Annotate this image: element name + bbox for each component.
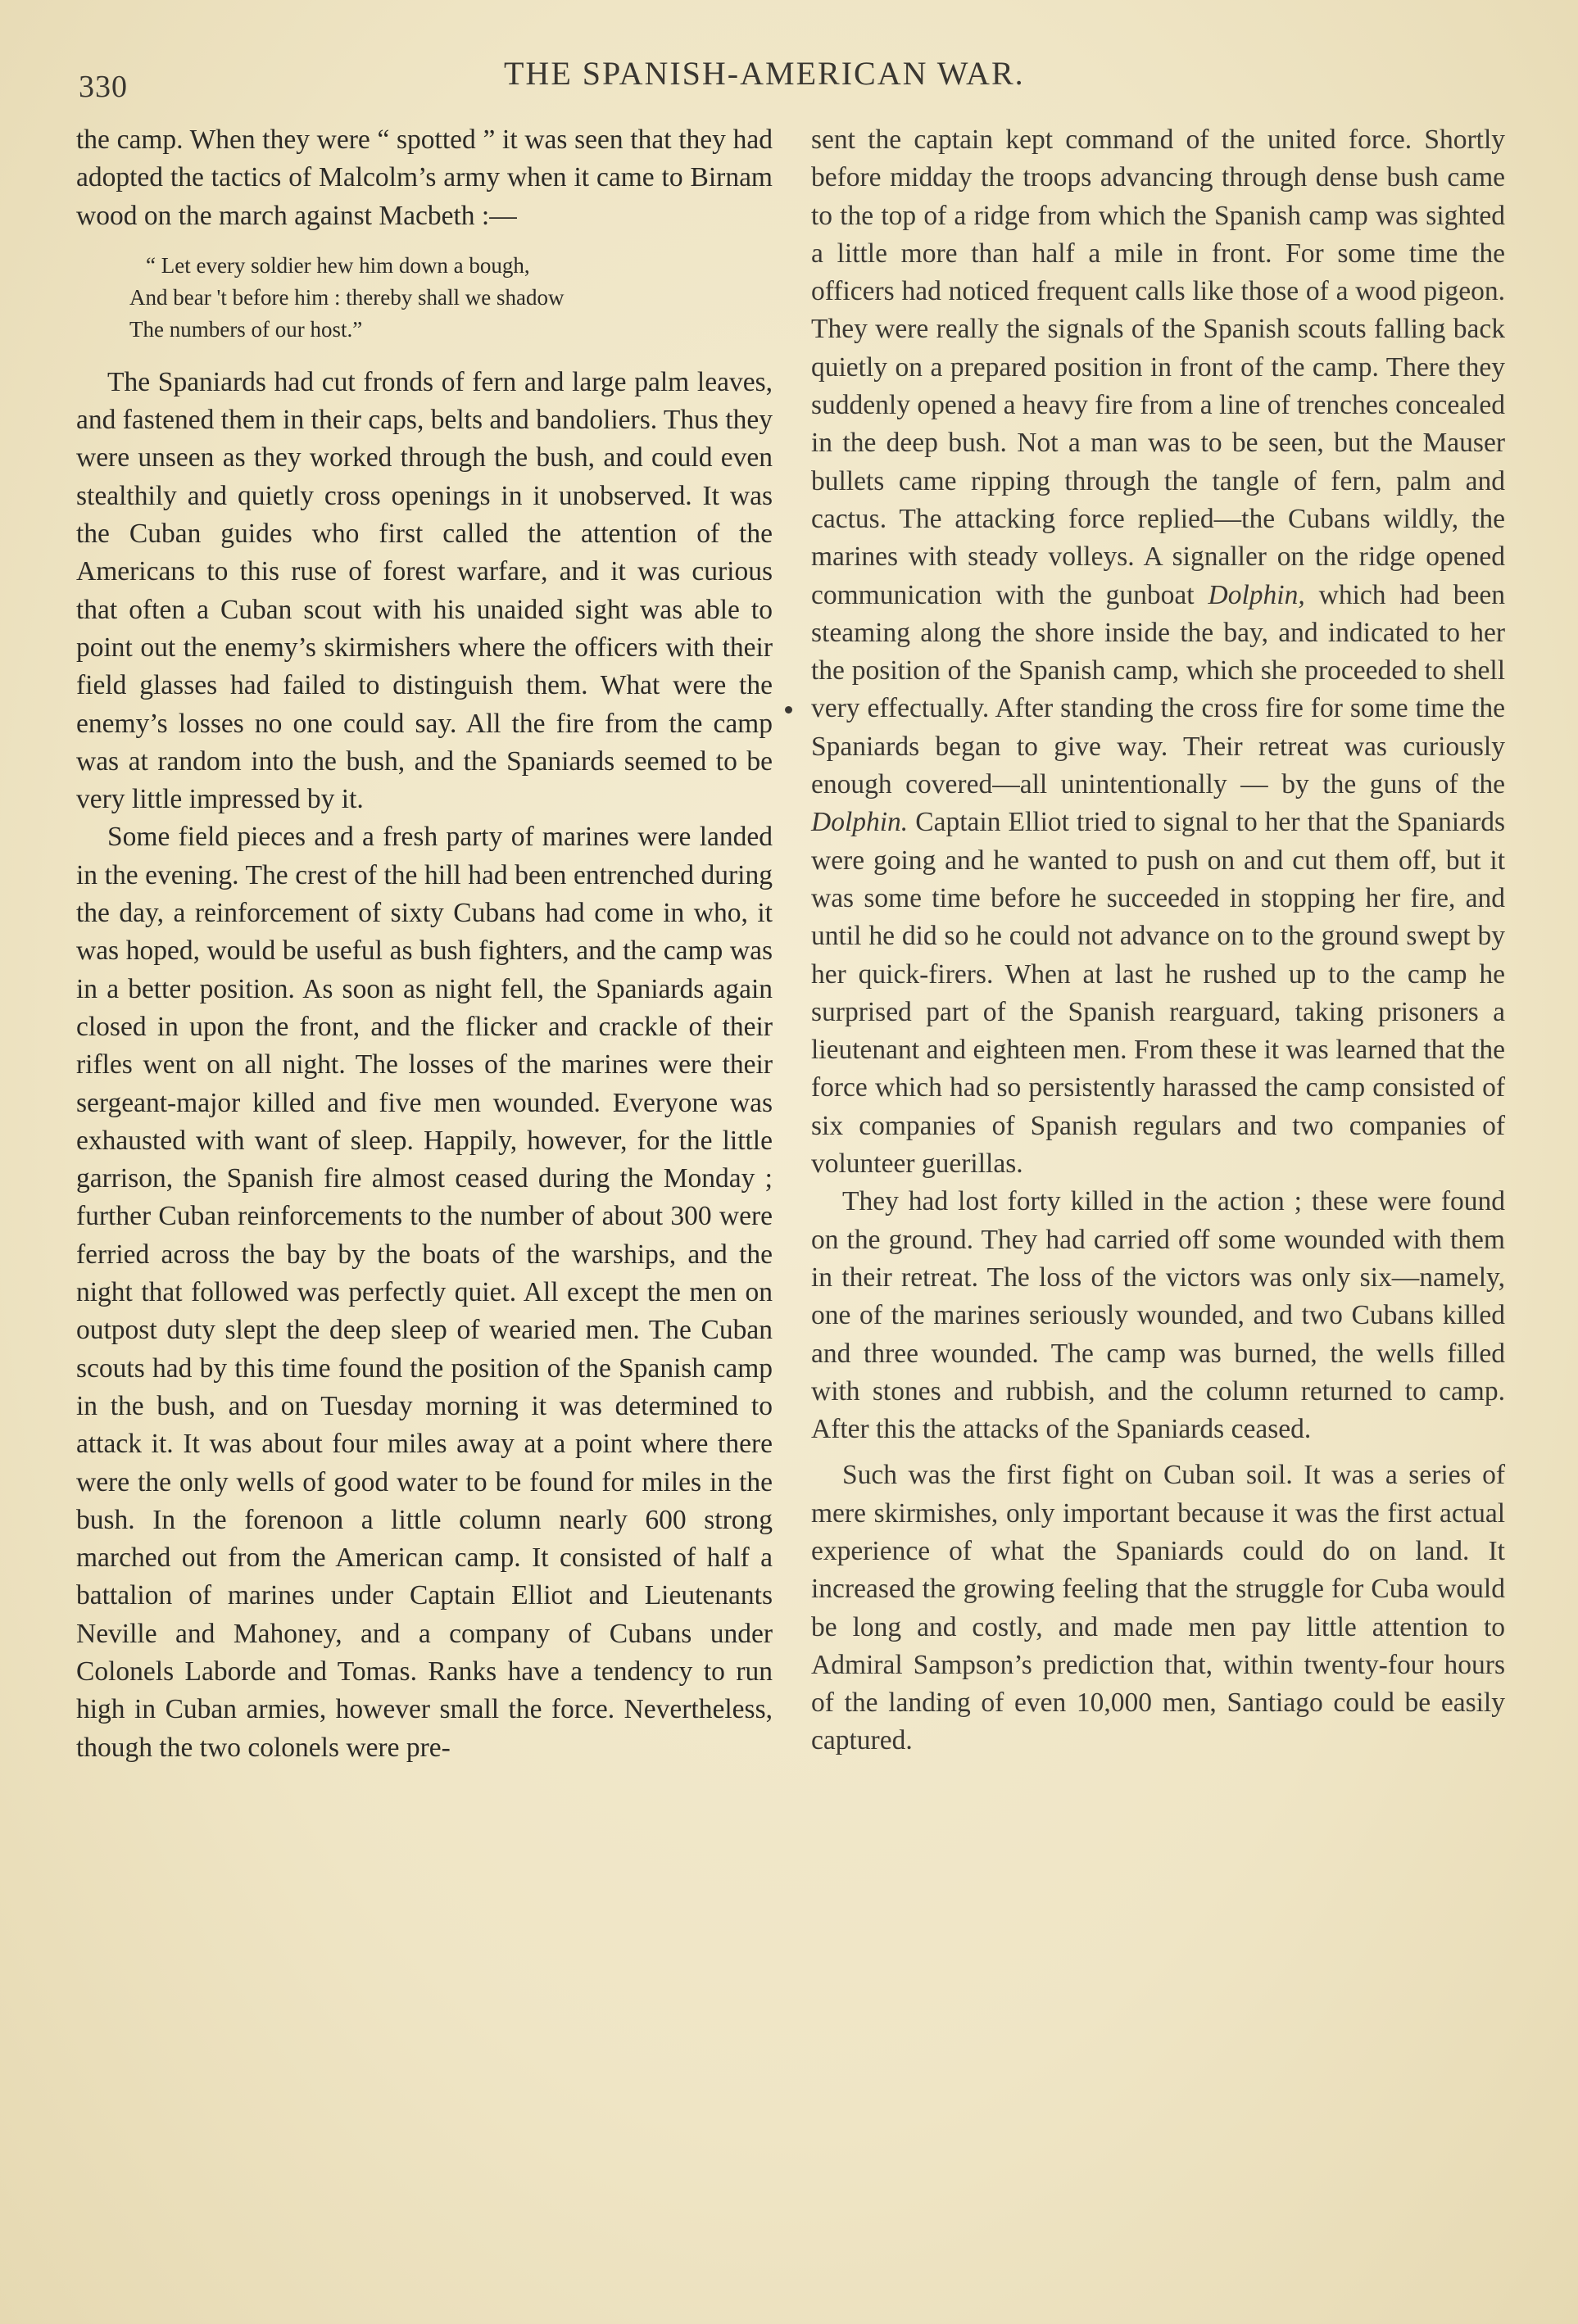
shakespeare-quote <box>76 250 773 346</box>
paragraph-gap <box>811 1448 1505 1456</box>
ship-name-dolphin-2: Dolphin. <box>811 807 909 838</box>
right-paragraph-2: They had lost forty killed in the action ; these were found on the ground. They had carried off some wounded with them in their retreat. The loss of the victors was only six—namely, one of the marines seriously wounded, and two Cubans killed and three wounded. The camp was burned, the wells filled with stones and rubbish, and the column returned to camp. After this the attacks of the Spaniards ceased. <box>811 1186 1505 1445</box>
margin-bullet-mark <box>785 706 792 714</box>
right-paragraph-1-part-a: sent the captain kept command of the united force. Shortly before midday the troops advancing through dense bush came to the top of a ridge from which the Spanish camp was sighted a little more than half a mile in front. For some time the officers had noticed frequent calls like those of a wood pigeon. They were really the signals of the Spanish scouts falling back quietly on a prepared position in front of the camp. There they suddenly opened a heavy fire from a line of trenches concealed in the deep bush. Not a man was to be seen, but the Mauser bullets came ripping through the tangle of fern, palm and cactus. The attacking force replied—the Cubans wildly, the marines with steady volleys. A signaller on the ridge opened communication with the gunboat <box>811 125 1505 610</box>
ship-name-dolphin: Dolphin, <box>1208 579 1305 610</box>
right-column <box>811 121 1505 1760</box>
running-title: THE SPANISH-AMERICAN WAR. <box>504 55 1025 92</box>
right-paragraph-1-part-b: which had been steaming along the shore inside the bay, and indicated to her the position of the Spanish camp, which she proceeded to shell very effectually. After standing the cross fire for some time the Spaniards began to give way. Their retreat was curiously enough covered—all unintentionally — by the guns of the <box>811 579 1506 800</box>
left-paragraph-1: the camp. When they were “ spotted ” it was seen that they had adopted the tactics of Malcolm’s army when it came to Birnam wood on the march against Macbeth :— <box>76 125 773 231</box>
left-paragraph-2: The Spaniards had cut fronds of fern and large palm leaves, and fastened them in their caps, belts and bandoliers. Thus they were unseen as they worked through the bush, and could even stealthily and quietly cross openings in it unobserved. It was the Cuban guides who first called the attention of the Americans to this ruse of forest warfare, and it was curious that often a Cuban scout with his unaided sight was able to point out the enemy’s skirmishers where the officers with their field glasses had failed to distinguish them. What were the enemy’s losses no one could say. All the fire from the camp was at random into the bush, and the Spaniards seemed to be very little impressed by it. <box>76 366 773 815</box>
right-paragraph-3: Such was the first fight on Cuban soil. It was a series of mere skirmishes, only important because it was the first actual experience of what the Spaniards could do on land. It increased the growing feeling that the struggle for Cuba would be long and costly, and made men pay little attention to Admiral Sampson’s prediction that, within twenty-four hours of the landing of even 10,000 men, Santiago could be easily captured. <box>811 1460 1505 1756</box>
right-paragraph-1-part-c: Captain Elliot tried to signal to her that the Spaniards were going and he wanted to push on and cut them off, but it was some time before he succeeded in stopping her fire, and until he did so he could not advance on to the ground swept by her quick-firers. When at last he rushed up to the camp he surprised part of the Spanish rearguard, taking prisoners a lieutenant and eighteen men. From these it was learned that the force which had so persistently harassed the camp consisted of six companies of Spanish regulars and two companies of volunteer guerillas. <box>811 807 1506 1180</box>
left-column <box>76 121 773 1767</box>
quote-line-3: The numbers of our host.” <box>129 316 363 342</box>
page-number: 330 <box>79 70 128 104</box>
quote-line-1: “ Let every soldier hew him down a bough, <box>146 252 530 278</box>
left-paragraph-3: Some field pieces and a fresh party of marines were landed in the evening. The crest of the hill had been entrenched during the day, a reinforcement of sixty Cubans had come in who, it was hoped, would be useful as bush fighters, and the camp was in a better position. As soon as night fell, the Spaniards again closed in upon the front, and the flicker and crackle of their rifles went on all night. The losses of the marines were their sergeant-major killed and five men wounded. Everyone was exhausted with want of sleep. Happily, however, for the little garrison, the Spanish fire almost ceased during the Monday ; further Cuban reinforcements to the number of about 300 were ferried across the bay by the boats of the warships, and the night that followed was perfectly quiet. All except the men on outpost duty slept the deep sleep of wearied men. The Cuban scouts had by this time found the position of the Spanish camp in the bush, and on Tuesday morning it was determined to attack it. It was about four miles away at a point where there were the only wells of good water to be found for miles in the bush. In the forenoon a little column nearly 600 strong marched out from the American camp. It consisted of half a battalion of marines under Captain Elliot and Lieutenants Neville and Mahoney, and a company of Cubans under Colonels Laborde and Tomas. Ranks have a tendency to run high in Cuban armies, however small the force. Nevertheless, though the two colonels were pre- <box>76 822 773 1763</box>
quote-line-2: And bear 't before him : thereby shall we shadow <box>129 284 565 310</box>
right-paragraph-1 <box>811 121 1505 1183</box>
